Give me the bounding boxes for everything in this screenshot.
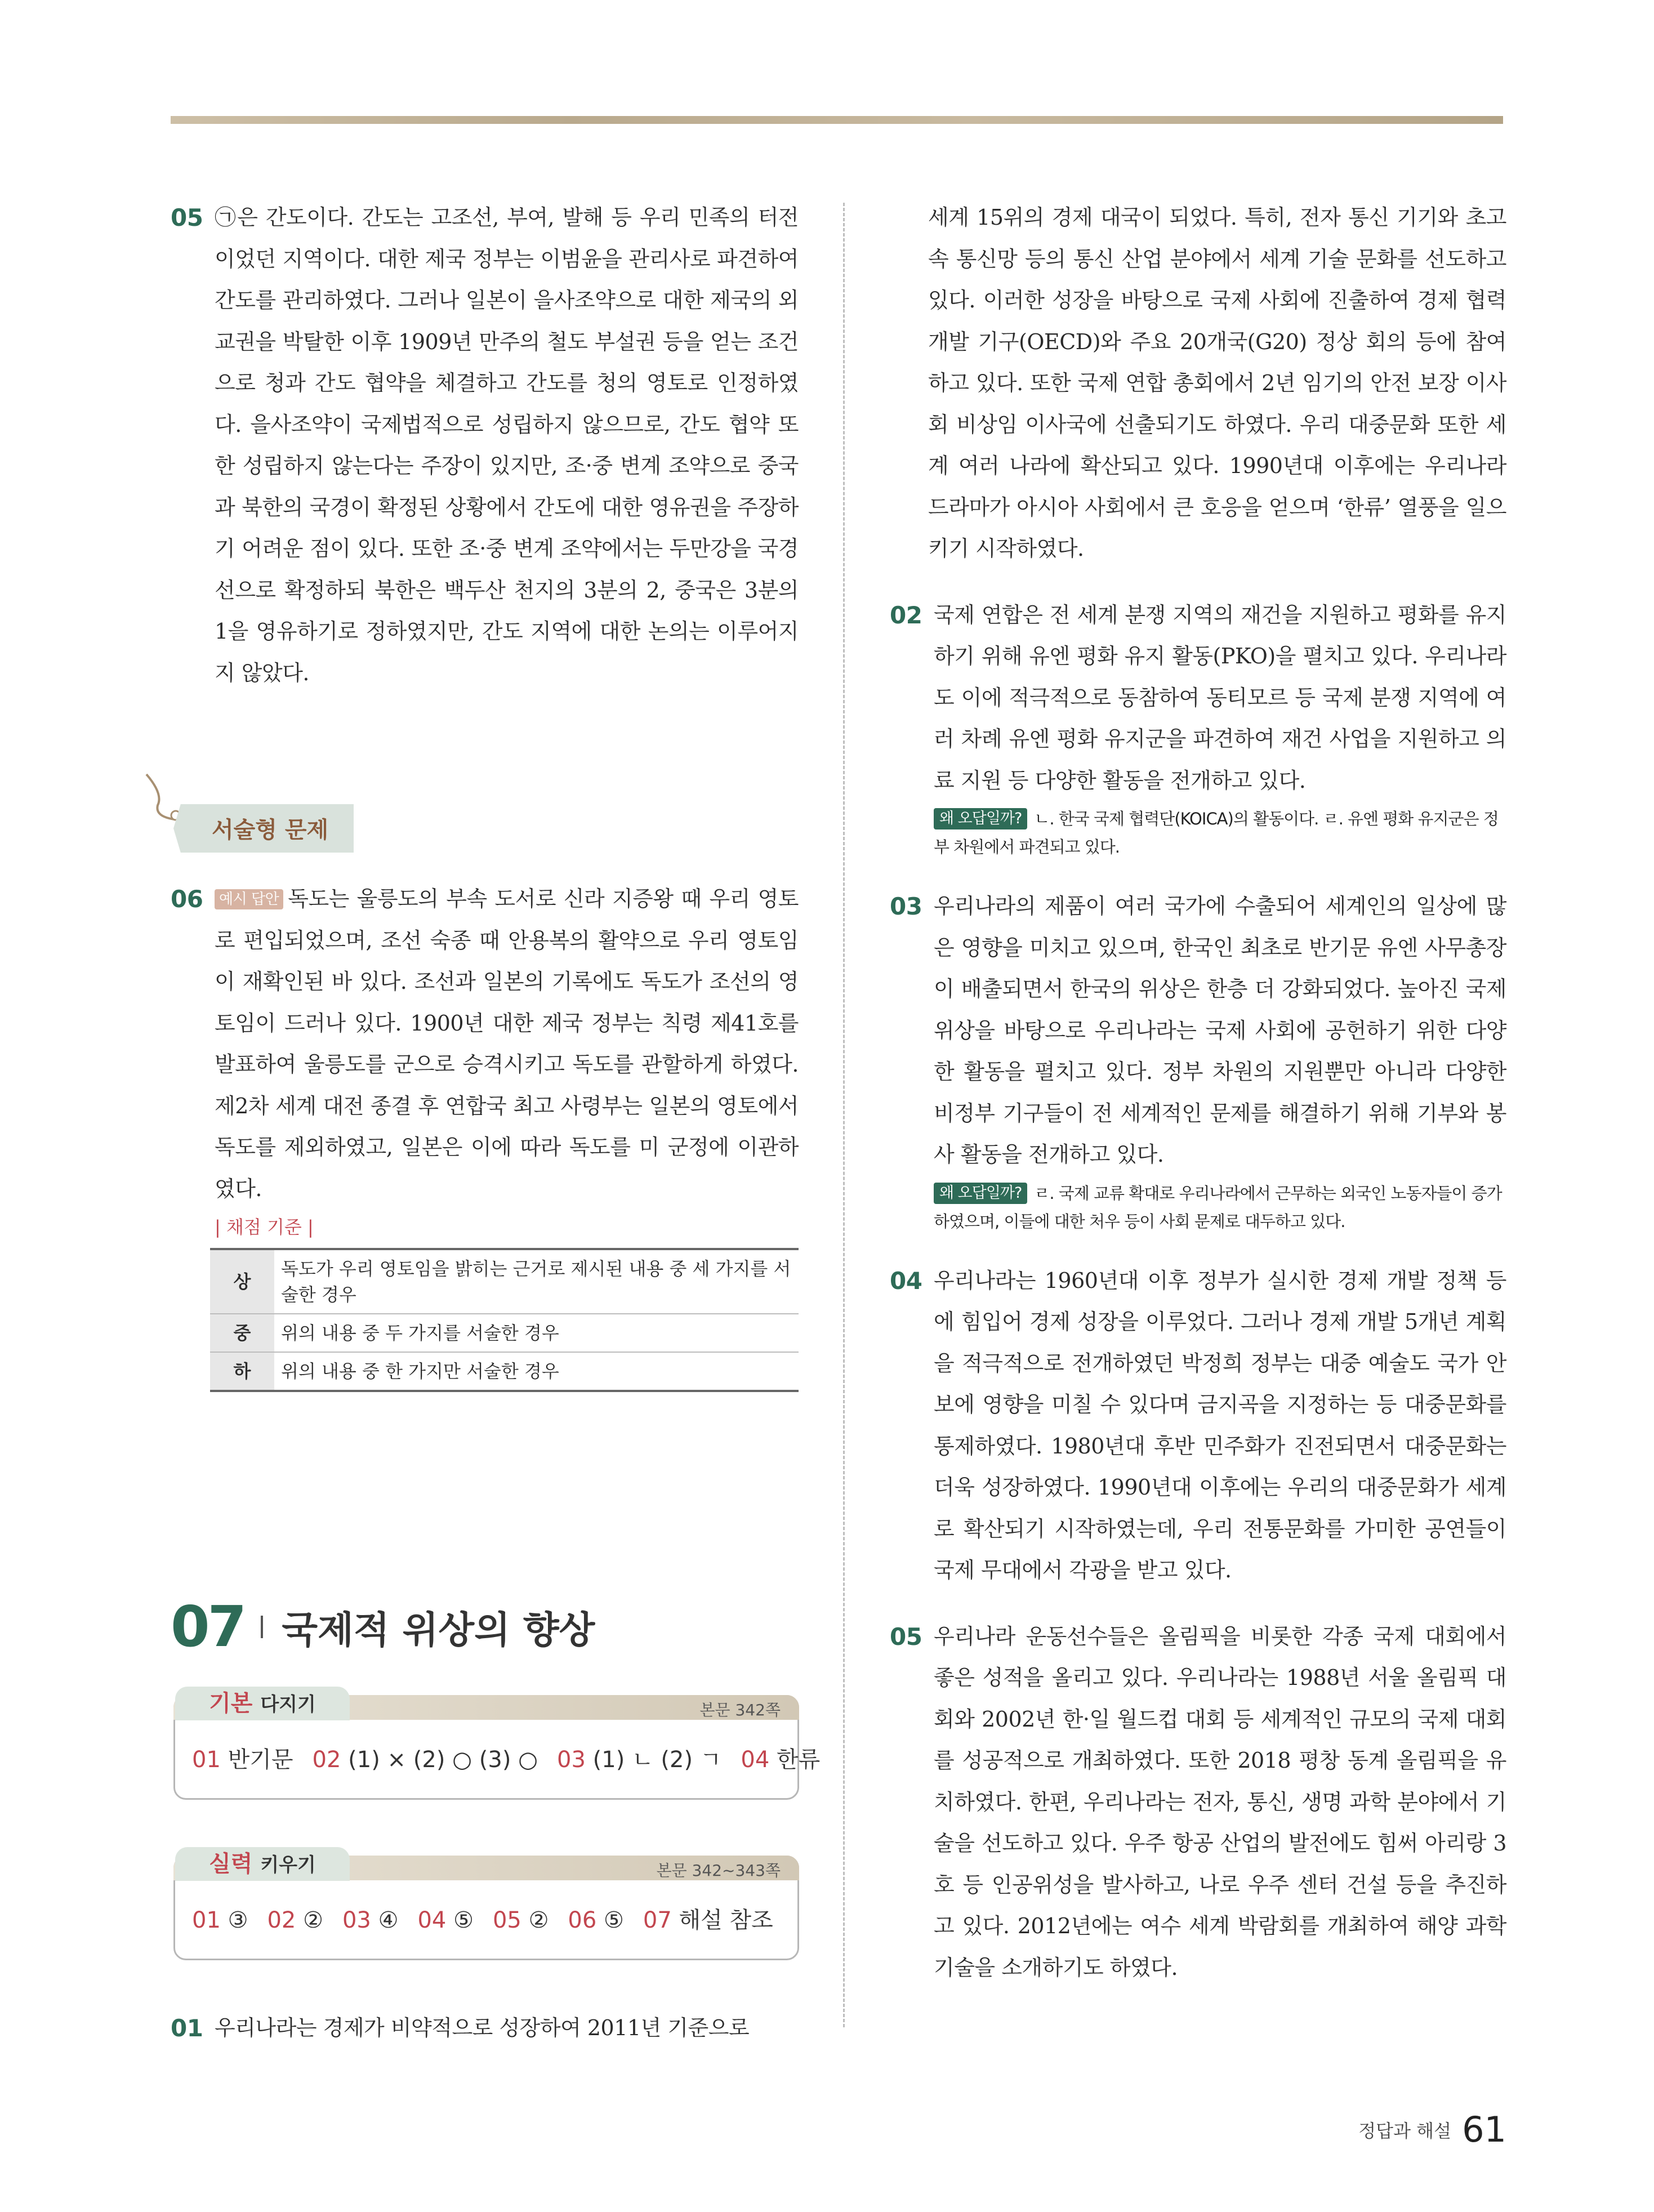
scoring-criteria-table — [210, 1248, 799, 1392]
basic-answers-box — [173, 1691, 821, 1800]
sample-answer-tag: 예시 답안 — [215, 889, 283, 909]
section-number: 07 — [171, 1594, 245, 1660]
table-row — [210, 1314, 799, 1352]
why-wrong-tag: 왜 오답일까? — [934, 1183, 1027, 1204]
scoring-criteria-title: | 채점 기준 | — [215, 1216, 314, 1238]
answer-item-02 — [890, 595, 1506, 802]
item-text: ㉠은 간도이다. 간도는 고조선, 부여, 발해 등 우리 민족의 터전이었던 지역이다. 대한 제국 정부는 이범윤을 관리사로 파견하여 간도를 관리하였다. 그러나 일본이 을사조약으로 대한 제국의 외교권을 박탈한 이후 1909년 만주의 철도 부설권 등을 얻는 조건으로 청과 간도 협약을 체결하고 간도를 청의 영토로 인정하였다. 을사조약이 국제법적으로 성립하지 않으므로, 간도 협약 또한 성립하지 않는다는 주장이 있지만, 조·중 변계 조약으로 중국과 북한의 국경이 확정된 상황에서 간도에 대한 영유권을 주장하기 어려운 점이 있다. 또한 조·중 변계 조약에서는 두만강을 국경선으로 확정하되 북한은 백두산 천지의 3분의 2, 중국은 3분의 1을 영유하기로 정하였지만, 간도 지역에 대한 논의는 이루어지지 않았다. — [215, 205, 799, 685]
item-number: 01 — [171, 2014, 203, 2042]
box-tab: 기본 다지기 — [175, 1687, 350, 1720]
box-page-ref: 본문 342~343쪽 — [656, 1861, 781, 1880]
item-number: 04 — [890, 1266, 922, 1295]
left-column-bottom — [171, 2008, 799, 2049]
column-divider — [843, 203, 845, 2027]
right-column — [890, 197, 1506, 1988]
left-column-lower — [171, 878, 799, 1392]
top-decorative-bar — [171, 116, 1503, 124]
section-title: 국제적 위상의 향상 — [282, 1608, 595, 1652]
item-number: 03 — [890, 893, 922, 920]
why-wrong-tag: 왜 오답일까? — [934, 808, 1027, 830]
footer-label: 정답과 해설 — [1358, 2120, 1451, 2142]
grade-cell: 중 — [210, 1314, 274, 1352]
answer-item-03 — [890, 886, 1506, 1176]
item-text: 우리나라는 경제가 비약적으로 성장하여 2011년 기준으로 — [215, 2015, 750, 2040]
answer-item-05 — [171, 197, 799, 694]
box-page-ref: 본문 342쪽 — [699, 1701, 781, 1719]
item-number: 05 — [171, 204, 203, 231]
box-answers: 01 반기문 02 (1) × (2) ○ (3) ○ 03 (1) ㄴ (2) ㄱ 04 한류 — [192, 1747, 821, 1773]
item-text: 국제 연합은 전 세계 분쟁 지역의 재건을 지원하고 평화를 유지하기 위해 유엔 평화 유지 활동(PKO)을 펼치고 있다. 우리나라도 이에 적극적으로 동참하여 동티모르 등 국제 분쟁 지역에 여러 차례 유엔 평화 유지군을 파견하여 재건 사업을 지원하고 의료 지원 등 다양한 활동을 전개하고 있다. — [934, 602, 1506, 793]
left-column — [171, 197, 799, 694]
page-number: 61 — [1462, 2109, 1506, 2150]
why-wrong-text: ㄴ. 한국 국제 협력단(KOICA)의 활동이다. ㄹ. 유엔 평화 유지군은 정부 차원에서 파견되고 있다. — [934, 809, 1499, 857]
answer-item-04 — [890, 1260, 1506, 1591]
box-answers: 01 ③ 02 ② 03 ④ 04 ⑤ 05 ② 06 ⑤ 07 해설 참조 — [192, 1907, 773, 1933]
criteria-cell: 위의 내용 중 두 가지를 서술한 경우 — [274, 1314, 799, 1352]
answer-item-05 — [890, 1616, 1506, 1989]
answer-item-01 — [171, 2008, 799, 2049]
criteria-cell: 독도가 우리 영토임을 밝히는 근거로 제시된 내용 중 세 가지를 서술한 경우 — [274, 1249, 799, 1314]
table-row — [210, 1352, 799, 1391]
page-footer — [1358, 2109, 1506, 2150]
skill-answers-box — [173, 1851, 799, 1960]
grade-cell: 상 — [210, 1249, 274, 1314]
box-tab: 실력 키우기 — [175, 1847, 350, 1881]
section-heading — [171, 1594, 595, 1660]
item-text: 독도는 울릉도의 부속 도서로 신라 지증왕 때 우리 영토로 편입되었으며, 조선 숙종 때 안용복의 활약으로 우리 영토임이 재확인된 바 있다. 조선과 일본의 기록에도 독도가 조선의 영토임이 드러나 있다. 1900년 대한 제국 정부는 칙령 제41호를 발표하여 울릉도를 군으로 승격시키고 독도를 관할하게 하였다. 제2차 세계 대전 종결 후 연합국 최고 사령부는 일본의 영토에서 독도를 제외하였고, 일본은 이에 따라 독도를 미 군정에 이관하였다. — [215, 886, 799, 1201]
criteria-cell: 위의 내용 중 한 가지만 서술한 경우 — [274, 1352, 799, 1391]
descriptive-question-label: 서술형 문제 — [173, 804, 354, 853]
answer-item-06 — [171, 878, 799, 1210]
item-number: 02 — [890, 601, 922, 629]
table-row — [210, 1249, 799, 1314]
grade-cell: 하 — [210, 1352, 274, 1391]
item-text: 우리나라는 1960년대 이후 정부가 실시한 경제 개발 정책 등에 힘입어 경제 성장을 이루었다. 그러나 경제 개발 5개년 계획을 적극적으로 전개하였던 박정희 정부는 대중 예술도 국가 안보에 영향을 미칠 수 있다며 금지곡을 지정하는 등 대중문화를 통제하였다. 1980년대 후반 민주화가 진전되면서 대중문화는 더욱 성장하였다. 1990년대 이후에는 우리의 대중문화가 세계로 확산되기 시작하였는데, 우리 전통문화를 가미한 공연들이 국제 무대에서 각광을 받고 있다. — [934, 1268, 1506, 1582]
item-text: 우리나라의 제품이 여러 국가에 수출되어 세계인의 일상에 많은 영향을 미치고 있으며, 한국인 최초로 반기문 유엔 사무총장이 배출되면서 한국의 위상은 한층 더 강화되었다. 높아진 국제 위상을 바탕으로 우리나라는 국제 사회에 공헌하기 위한 다양한 활동을 펼치고 있다. 정부 차원의 지원뿐만 아니라 다양한 비정부 기구들이 전 세계적인 문제를 해결하기 위해 기부와 봉사 활동을 전개하고 있다. — [934, 894, 1506, 1167]
item-text: 우리나라 운동선수들은 올림픽을 비롯한 각종 국제 대회에서 좋은 성적을 올리고 있다. 우리나라는 1988년 서울 올림픽 대회와 2002년 한·일 월드컵 대회 등 세계적인 규모의 국제 대회를 성공적으로 개최하였다. 또한 2018 평창 동계 올림픽을 유치하였다. 한편, 우리나라는 전자, 통신, 생명 과학 분야에서 기술을 선도하고 있다. 우주 항공 산업의 발전에도 힘써 아리랑 3호 등 인공위성을 발사하고, 나로 우주 센터 건설 등을 추진하고 있다. 2012년에는 여수 세계 박람회를 개최하여 해양 과학 기술을 소개하기도 하였다. — [934, 1624, 1506, 1980]
item-number: 06 — [171, 885, 203, 913]
why-wrong-note — [934, 1179, 1506, 1236]
answer-item-01-continued — [890, 197, 1506, 570]
why-wrong-note — [934, 805, 1506, 861]
why-wrong-text: ㄹ. 국제 교류 확대로 우리나라에서 근무하는 외국인 노동자들이 증가하였으며, 이들에 대한 처우 등이 사회 문제로 대두하고 있다. — [934, 1183, 1502, 1231]
item-text: 세계 15위의 경제 대국이 되었다. 특히, 전자 통신 기기와 초고속 통신망 등의 통신 산업 분야에서 세계 기술 문화를 선도하고 있다. 이러한 성장을 바탕으로 국제 사회에 진출하여 경제 협력 개발 기구(OECD)와 주요 20개국(G20) 정상 회의 등에 참여하고 있다. 또한 국제 연합 총회에서 2년 임기의 안전 보장 이사회 비상임 이사국에 선출되기도 하였다. 우리 대중문화 또한 세계 여러 나라에 확산되고 있다. 1990년대 이후에는 우리나라 드라마가 아시아 사회에서 큰 호응을 얻으며 ‘한류’ 열풍을 일으키기 시작하였다. — [928, 205, 1506, 561]
item-number: 05 — [890, 1622, 922, 1651]
